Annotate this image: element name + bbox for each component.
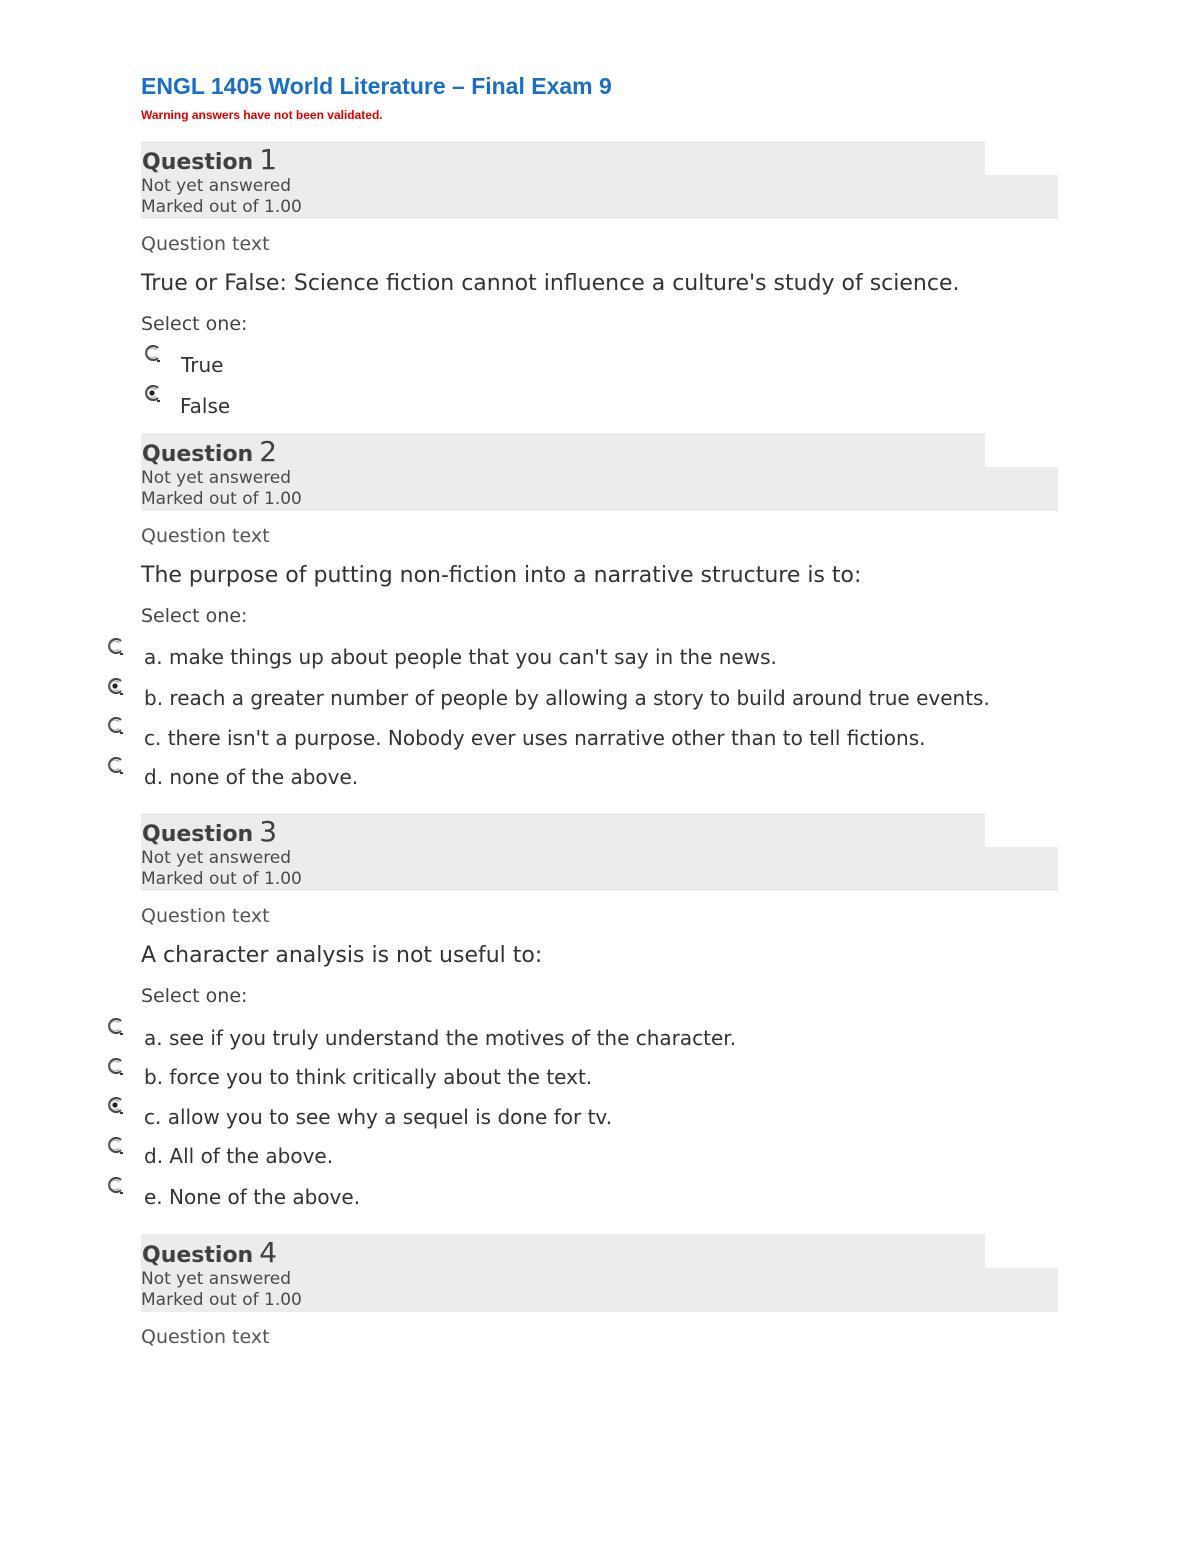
radio-option-d[interactable]: [106, 756, 124, 776]
question-marks: Marked out of 1.00: [141, 869, 302, 889]
question-number: 3: [259, 815, 278, 848]
radio-option-d[interactable]: [106, 1136, 124, 1156]
question-prompt: True or False: Science fiction cannot influence a culture's study of science.: [141, 271, 960, 296]
question-prompt: A character analysis is not useful to:: [141, 943, 543, 968]
radio-option-false[interactable]: [143, 384, 161, 404]
question-text-label: Question text: [141, 1326, 270, 1348]
radio-option-b[interactable]: [106, 1057, 124, 1077]
question-text-label: Question text: [141, 905, 270, 927]
select-one-label: Select one:: [141, 313, 248, 335]
question-number: 2: [259, 435, 278, 468]
question-text-label: Question text: [141, 233, 270, 255]
radio-option-b[interactable]: [106, 677, 124, 697]
select-one-label: Select one:: [141, 605, 248, 627]
question-title-word: Question: [142, 150, 254, 175]
option-true-label: True: [181, 353, 224, 377]
option-a-label: a. see if you truly understand the motives of the character.: [144, 1026, 737, 1050]
question-title: [142, 815, 277, 848]
select-one-label: Select one:: [141, 985, 248, 1007]
question-text-label: Question text: [141, 525, 270, 547]
question-status: Not yet answered: [141, 468, 292, 488]
question-title-word: Question: [142, 1243, 254, 1268]
option-b-label: b. reach a greater number of people by allowing a story to build around true events.: [144, 686, 990, 710]
radio-option-true[interactable]: [143, 344, 161, 364]
radio-option-c[interactable]: [106, 1096, 124, 1116]
validation-warning: Warning answers have not been validated.: [141, 108, 383, 122]
radio-option-a[interactable]: [106, 1017, 124, 1037]
option-b-label: b. force you to think critically about the text.: [144, 1065, 593, 1089]
option-false-label: False: [180, 394, 231, 418]
question-number: 4: [259, 1236, 278, 1269]
option-e-label: e. None of the above.: [144, 1185, 361, 1209]
question-title-word: Question: [142, 822, 254, 847]
question-status: Not yet answered: [141, 176, 292, 196]
question-title: [142, 143, 277, 176]
question-marks: Marked out of 1.00: [141, 197, 302, 217]
question-status: Not yet answered: [141, 848, 292, 868]
question-marks: Marked out of 1.00: [141, 1290, 302, 1310]
question-title: [142, 1236, 277, 1269]
question-title-word: Question: [142, 442, 254, 467]
document-title: ENGL 1405 World Literature – Final Exam 9: [141, 73, 612, 99]
option-c-label: c. there isn't a purpose. Nobody ever uses narrative other than to tell fictions.: [144, 726, 926, 750]
question-marks: Marked out of 1.00: [141, 489, 302, 509]
option-d-label: d. none of the above.: [144, 765, 359, 789]
option-d-label: d. All of the above.: [144, 1144, 334, 1168]
radio-option-e[interactable]: [106, 1176, 124, 1196]
radio-option-a[interactable]: [106, 637, 124, 657]
question-prompt: The purpose of putting non-fiction into a narrative structure is to:: [141, 563, 862, 588]
question-status: Not yet answered: [141, 1269, 292, 1289]
option-c-label: c. allow you to see why a sequel is done for tv.: [144, 1105, 613, 1129]
question-number: 1: [259, 143, 278, 176]
radio-option-c[interactable]: [106, 716, 124, 736]
question-title: [142, 435, 277, 468]
option-a-label: a. make things up about people that you can't say in the news.: [144, 645, 777, 669]
